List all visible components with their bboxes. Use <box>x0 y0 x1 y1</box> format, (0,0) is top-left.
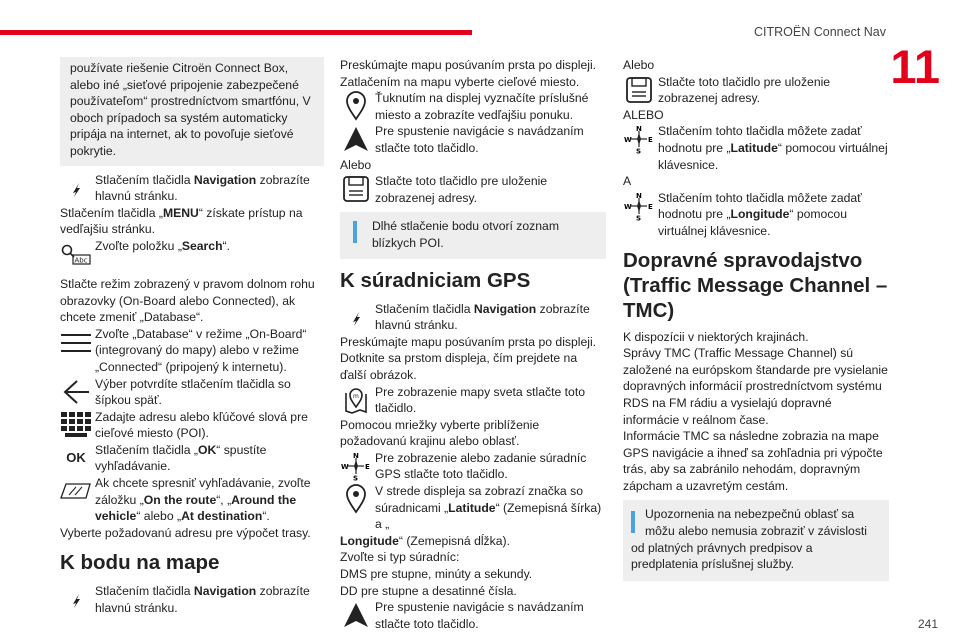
step-longitude <box>623 190 889 240</box>
step-back <box>60 376 324 409</box>
tmc2-text: Informácie TMC sa následne zobrazia na mape GPS navigácie a ihneď sa zohľadnia pri výpočte trás, aby sa zabránilo nehodám, dopravným zápcham a uzavretým cestám. <box>623 429 883 493</box>
menu-text <box>60 205 324 238</box>
map-pin-icon <box>340 90 372 122</box>
step-world-map <box>340 384 606 417</box>
search-text-a: Zvoľte položku „ <box>95 238 182 253</box>
svg-text:E: E <box>365 462 370 471</box>
save-icon <box>340 173 372 205</box>
database-icon <box>60 326 92 358</box>
step-gps <box>340 450 606 483</box>
info-icon <box>348 218 362 244</box>
svg-text:N: N <box>636 125 642 134</box>
navigation-icon <box>340 301 372 333</box>
dms-text: DMS pre stupne, minúty a sekundy. <box>340 567 533 582</box>
menu-text-c: “ získate prístup na vedľajšiu stránku. <box>60 205 303 237</box>
or2-label: ALEBO <box>623 107 664 122</box>
heading-map-point: K bodu na mape <box>60 551 220 575</box>
svg-text:N: N <box>636 191 642 200</box>
column-3 <box>623 57 889 591</box>
step-save <box>340 173 606 206</box>
compass-icon <box>623 190 655 222</box>
step-start <box>340 123 606 156</box>
lon-text-b: Longitude <box>730 207 790 222</box>
or-label: Alebo <box>340 157 372 172</box>
step-start-2 <box>340 599 606 632</box>
page-number: 241 <box>917 617 938 631</box>
save-icon <box>623 74 655 106</box>
column-1 <box>60 57 324 617</box>
back-arrow-icon <box>60 376 92 408</box>
step-save-3 <box>623 74 889 107</box>
step-marker <box>340 483 606 533</box>
save-text: Stlačte toto tlačidlo pre uloženie zobrazenej adresy. <box>375 174 548 205</box>
world-map-icon <box>340 384 372 416</box>
svg-text:W: W <box>341 462 349 471</box>
info-note-tmc <box>623 500 889 580</box>
step-navigation-3 <box>340 301 606 334</box>
step-tap <box>340 90 606 123</box>
lat-text-b: Latitude <box>730 140 778 155</box>
nav2-text-b: Navigation <box>193 584 257 599</box>
start2-text: Pre spustenie navigácie s navádzaním stlačte toto tlačidlo. <box>375 600 584 631</box>
compass-icon <box>623 123 655 155</box>
grid-keyword-icon <box>60 409 92 441</box>
ok-button-icon <box>60 442 92 474</box>
tap-text: Ťuknutím na displej vyznačíte príslušné miesto a zobrazíte vedľajšiu ponuku. <box>375 91 589 122</box>
svg-text:S: S <box>636 147 642 155</box>
step-address <box>60 409 324 442</box>
step-refine <box>60 475 324 525</box>
compass-icon <box>340 450 372 482</box>
svg-text:N: N <box>353 451 359 460</box>
header-red-bar <box>0 30 472 35</box>
chapter-number: 11 <box>890 40 940 93</box>
navigation-icon <box>60 583 92 615</box>
grid-text: Pomocou mriežky vyberte priblíženie požadovanú krajinu alebo oblasť. <box>340 417 540 449</box>
ok-text-a: Stlačením tlačidla „ <box>95 442 198 457</box>
lon-text-c: “ pomocou virtuálnej klávesnice. <box>658 207 847 238</box>
nav3-text-c: zobrazíte hlavnú stránku. <box>375 301 590 333</box>
gps-text: Pre zobrazenie alebo zadanie súradníc GPS stlačte toto tlačidlo. <box>375 450 587 482</box>
nav-text-a: Stlačením tlačidla <box>95 172 194 187</box>
tmc-text: Správy TMC (Traffic Message Channel) sú založené na európskom štandarde pre vysielanie dopravných informácií prostredníctvom systému RDS na FM rádiu a vysielajú dopravné informácie v reálnom čase. <box>623 346 888 427</box>
explore-text: Preskúmajte mapu posúvaním prsta po displeji. Zatlačením na mapu vyberte cieľové miesto. <box>340 58 597 89</box>
nav2-text-c: zobrazíte hlavnú stránku. <box>95 584 310 616</box>
refine-text-f: At destination <box>181 509 263 524</box>
svg-text:E: E <box>648 136 653 145</box>
mode-text: Stlačte režim zobrazený v pravom dolnom rohu obrazovky (On-Board alebo Connected), ak chcete zmeniť „Database“. <box>60 276 315 325</box>
svg-text:Abc: Abc <box>74 256 88 265</box>
intro-note-text: používate riešenie Citroën Connect Box, alebo iné „sieťové pripojenie zabezpečené používateľom“ prostredníctvom smartfónu, V oboch prípadoch sa systém automaticky pripája na internet, ak to povoľuje sieťové pokrytie. <box>70 61 311 158</box>
info-text: Dlhé stlačenie bodu otvorí zoznam blízkych POI. <box>372 219 559 250</box>
step-search <box>60 238 324 270</box>
select-text: Vyberte požadovanú adresu pre výpočet trasy. <box>60 525 311 540</box>
marker-text-e: “ (Zemepisná dĺžka). <box>398 533 510 548</box>
refine-text-c: “, „ <box>216 492 232 507</box>
column-2 <box>340 57 606 632</box>
or-label-3: Alebo <box>623 58 655 72</box>
navigate-arrow-icon <box>340 123 372 155</box>
refine-text-g: “. <box>262 509 270 524</box>
svg-text:m: m <box>353 392 359 400</box>
step-navigation <box>60 172 324 205</box>
heading-gps: K súradniciam GPS <box>340 268 531 292</box>
back-text: Výber potvrdíte stlačením tlačidla so šípkou späť. <box>95 376 291 408</box>
nav-text-b: Navigation <box>193 172 257 187</box>
marker-text-c: “ (Zemepisná šírka) a „ <box>375 500 602 532</box>
search-abc-icon <box>60 238 92 270</box>
nav3-text-b: Navigation <box>473 301 537 316</box>
dd-text: DD pre stupne a desatinné čísla. <box>340 583 517 598</box>
step-ok <box>60 442 324 475</box>
nav2-text-a: Stlačením tlačidla <box>95 584 194 599</box>
svg-text:S: S <box>636 214 642 221</box>
type-text: Zvoľte si typ súradníc: <box>340 550 460 565</box>
svg-text:W: W <box>624 136 632 145</box>
step-database <box>60 326 324 376</box>
lat-text-a: Stlačením tohto tlačidla môžete zadať hodnotu pre „ <box>658 124 862 155</box>
tabs-icon <box>60 475 92 507</box>
refine-text-b: On the route <box>143 492 217 507</box>
navigate-arrow-icon <box>340 599 372 631</box>
avail-text: K dispozícii v niektorých krajinách. <box>623 329 809 344</box>
and-label: A <box>623 174 632 189</box>
nav3-text-a: Stlačením tlačidla <box>375 301 474 316</box>
lat-text-c: “ pomocou virtuálnej klávesnice. <box>658 140 888 172</box>
lon-text-a: Stlačením tohto tlačidla môžete zadať hodnotu pre „ <box>658 190 862 222</box>
search-text-b: Search <box>181 238 223 253</box>
start-text: Pre spustenie navigácie s navádzaním stlačte toto tlačidlo. <box>375 124 584 155</box>
navigation-icon <box>60 172 92 204</box>
marker-text-b: Latitude <box>448 500 496 515</box>
svg-text:S: S <box>353 474 359 481</box>
running-title: CITROËN Connect Nav <box>754 25 886 39</box>
address-text: Zadajte adresu alebo kľúčové slová pre cieľové miesto (POI). <box>95 409 308 441</box>
nav-text-c: zobrazíte hlavnú stránku. <box>95 172 310 204</box>
intro-note-box <box>60 57 324 166</box>
ok-text-c: “ spustíte vyhľadávanie. <box>95 442 267 474</box>
svg-text:W: W <box>624 202 632 211</box>
map-pin-icon <box>340 483 372 515</box>
ok-icon-label: OK <box>66 449 86 465</box>
worldmap-text: Pre zobrazenie mapy sveta stlačte toto tlačidlo. <box>375 384 586 416</box>
heading-tmc: Dopravné spravodajstvo (Traffic Message Channel – TMC) <box>623 248 888 322</box>
marker-text-d: Longitude <box>340 533 399 548</box>
menu-text-a: Stlačením tlačidla „ <box>60 205 163 220</box>
save-text-3: Stlačte toto tlačidlo pre uloženie zobrazenej adresy. <box>658 74 831 106</box>
info-icon <box>631 508 635 530</box>
refine-text-d: Around the vehicle <box>95 492 297 524</box>
step-navigation-2 <box>60 583 324 616</box>
refine-text-e: “ alebo „ <box>136 509 182 524</box>
explore2-text: Preskúmajte mapu posúvaním prsta po displeji. Dotknite sa prstom displeja, čím prejdete na ďalší obrázok. <box>340 334 597 382</box>
database-text: Zvoľte „Database“ v režime „On-Board“ (integrovaný do mapy) alebo v režime „Connected“ (pripojený k internetu). <box>95 326 307 374</box>
menu-text-b: MENU <box>162 205 199 220</box>
refine-text-a: Ak chcete spresniť vyhľadávanie, zvoľte záložku „ <box>95 476 311 507</box>
svg-text:E: E <box>648 202 653 211</box>
step-latitude <box>623 123 889 173</box>
warn-text: Upozornenia na nebezpečnú oblasť sa môžu alebo nemusia zobraziť v závislosti od platných právnych predpisov a predplatenia príslušnej služby. <box>631 507 868 572</box>
marker-text-a: V strede displeja sa zobrazí značka so súradnicami „ <box>375 484 583 515</box>
ok-text-b: OK <box>197 442 217 457</box>
search-text-c: “. <box>222 238 230 253</box>
info-note-poi <box>340 212 606 258</box>
